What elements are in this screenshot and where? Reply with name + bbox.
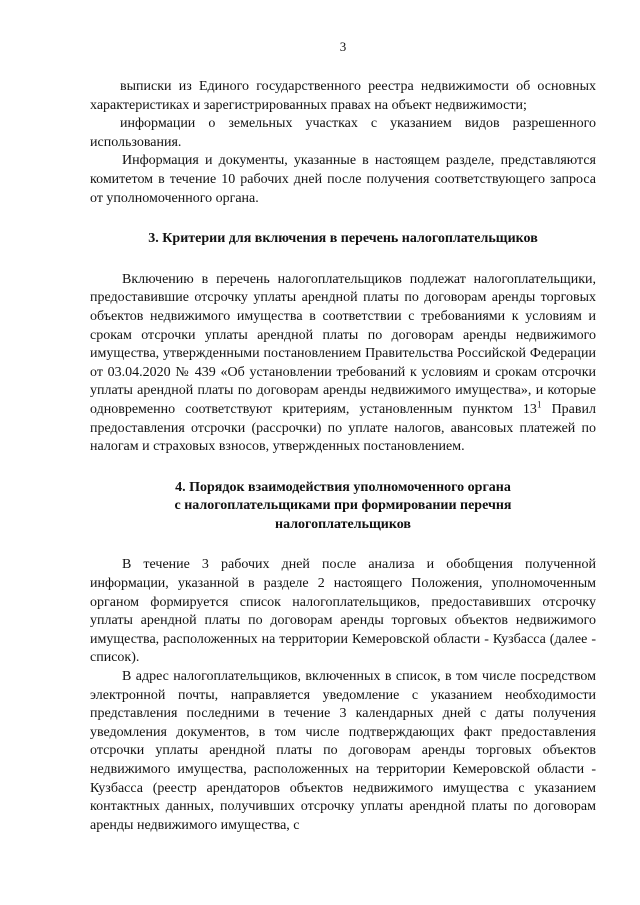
section-3-text-b: Правил предоставления отсрочки (рассрочки) по уплате налогов, авансовых платежей по налогам и страховых взносов, утвержденных постановлением. <box>90 401 596 455</box>
page-number: 3 <box>339 39 347 54</box>
intro-item-land: информации о земельных участках с указанием видов разрешенного использования. <box>90 116 596 150</box>
section-4-title-line-1: 4. Порядок взаимодействия уполномоченного органа <box>175 479 511 495</box>
section-4-title-line-3: налогоплательщиков <box>275 516 411 532</box>
intro-paragraph: Информация и документы, указанные в настоящем разделе, представляются комитетом в течение 10 рабочих дней после получения соответствующего запроса от уполномоченного органа. <box>90 153 596 206</box>
intro-item-egrn: выписки из Единого государственного реестра недвижимости об основных характеристиках и зарегистрированных правах на объект недвижимости; <box>90 79 596 113</box>
section-3-text-a: Включению в перечень налогоплательщиков подлежат налогоплательщики, предоставившие отсрочку уплаты арендной платы по договорам аренды торговых объектов недвижимого имущества в соответствии с требованиями к условиям и срокам отсрочки уплаты арендной платы по договорам аренды недвижимого имущества, утвержденными постановлением Правительства Российской Федерации от 03.04.2020 № 439 «Об установлении требований к условиям и срокам отсрочки уплаты арендной платы по договорам аренды недвижимого имущества», и которые одновременно соответствуют критериям, установленным пунктом 13 <box>90 271 596 417</box>
section-4-title-line-2: с налогоплательщиками при формировании перечня <box>174 498 512 514</box>
section-3-paragraph <box>90 271 596 457</box>
section-4-paragraph-1: В течение 3 рабочих дней после анализа и обобщения полученной информации, указанной в разделе 2 настоящего Положения, уполномоченным органом формируется список налогоплательщиков, предоставивших отсрочку уплаты арендной платы по договорам аренды торговых объектов недвижимого имущества, расположенных на территории Кемеровской области - Кузбасса (далее - список). <box>90 557 596 666</box>
section-3-title: 3. Критерии для включения в перечень налогоплательщиков <box>148 231 538 247</box>
footnote-superscript: 1 <box>536 399 542 410</box>
section-4-paragraph-2: В адрес налогоплательщиков, включенных в список, в том числе посредством электронной почты, направляется уведомление с указанием необходимости представления последними в течение 3 календарных дней с даты получения уведомления документов, в том числе подтверждающих факт предоставления отсрочки уплаты арендной платы по договорам аренды торговых объектов недвижимого имущества, расположенных на территории Кемеровской области - Кузбасса (реестр арендаторов объектов недвижимого имущества с указанием контактных данных, получивших отсрочку уплаты арендной платы по договорам аренды недвижимого имущества, с <box>90 669 596 833</box>
